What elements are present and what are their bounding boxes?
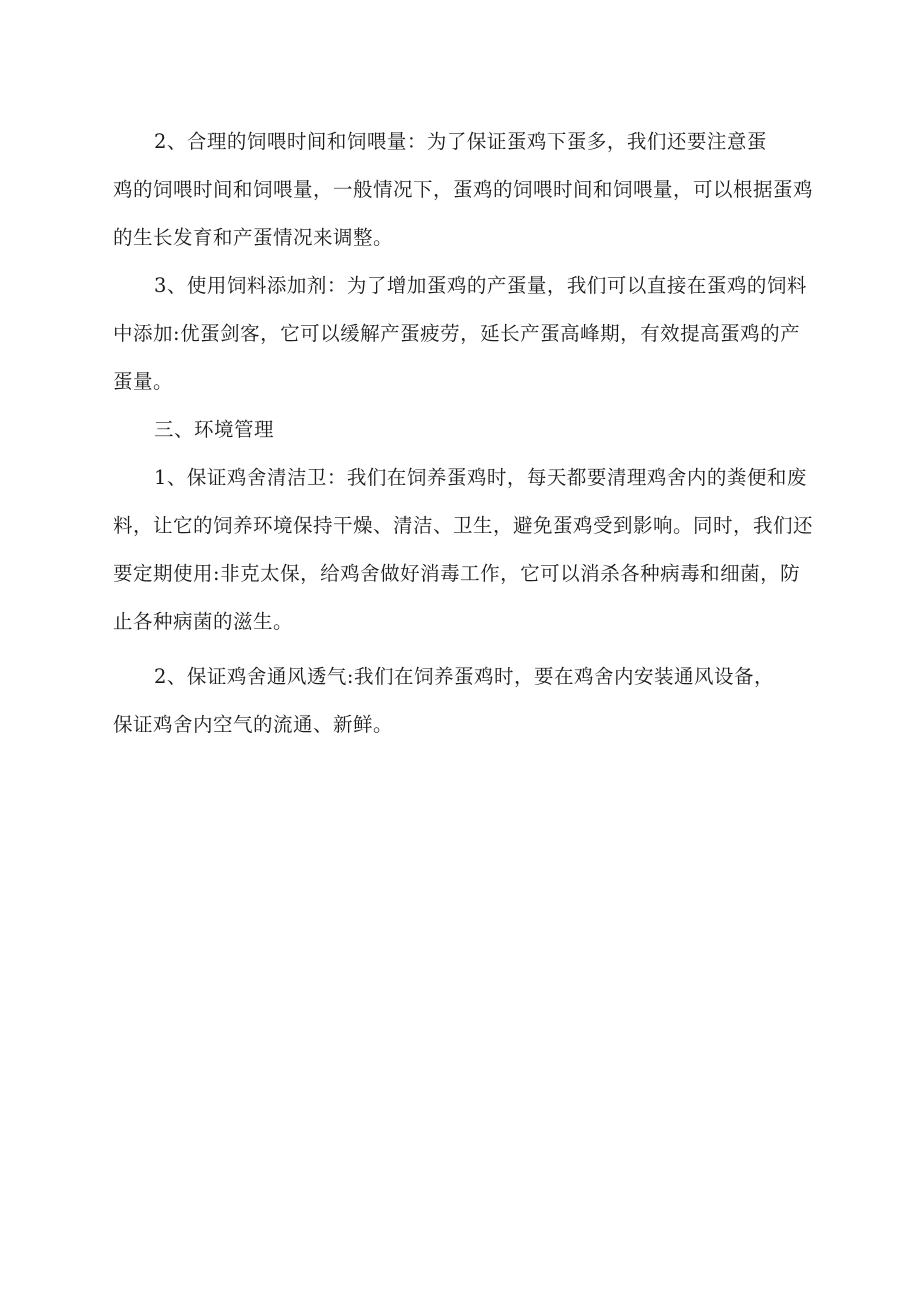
paragraph-feeding-time-line-2: 鸡的饲喂时间和饲喂量，一般情况下，蛋鸡的饲喂时间和饲喂量，可以根据蛋鸡 <box>113 178 814 201</box>
paragraph-feed-additive-line-3: 蛋量。 <box>113 370 174 393</box>
paragraph-feed-additive-line-2: 中添加:优蛋剑客，它可以缓解产蛋疲劳，延长产蛋高峰期，有效提高蛋鸡的产 <box>113 322 801 345</box>
paragraph-feeding-time-line-3: 的生长发育和产蛋情况来调整。 <box>113 226 394 249</box>
paragraph-cleanliness-line-4: 止各种病菌的滋生。 <box>113 610 294 633</box>
paragraph-ventilation-line-2: 保证鸡舍内空气的流通、新鲜。 <box>113 713 394 736</box>
paragraph-cleanliness-line-2: 料，让它的饲养环境保持干燥、清洁、卫生，避免蛋鸡受到影响。同时，我们还 <box>113 514 814 537</box>
paragraph-feed-additive-line-1: 3、使用饲料添加剂：为了增加蛋鸡的产蛋量，我们可以直接在蛋鸡的饲料 <box>154 274 807 297</box>
paragraph-cleanliness-line-1: 1、保证鸡舍清洁卫：我们在饲养蛋鸡时，每天都要清理鸡舍内的粪便和废 <box>154 466 807 489</box>
paragraph-feeding-time-line-1: 2、合理的饲喂时间和饲喂量：为了保证蛋鸡下蛋多，我们还要注意蛋 <box>154 130 767 153</box>
paragraph-ventilation-line-1: 2、保证鸡舍通风透气:我们在饲养蛋鸡时，要在鸡舍内安装通风设备， <box>154 665 774 688</box>
paragraph-cleanliness-line-3: 要定期使用:非克太保，给鸡舍做好消毒工作，它可以消杀各种病毒和细菌，防 <box>113 562 801 585</box>
section-heading-environment: 三、环境管理 <box>154 418 275 441</box>
